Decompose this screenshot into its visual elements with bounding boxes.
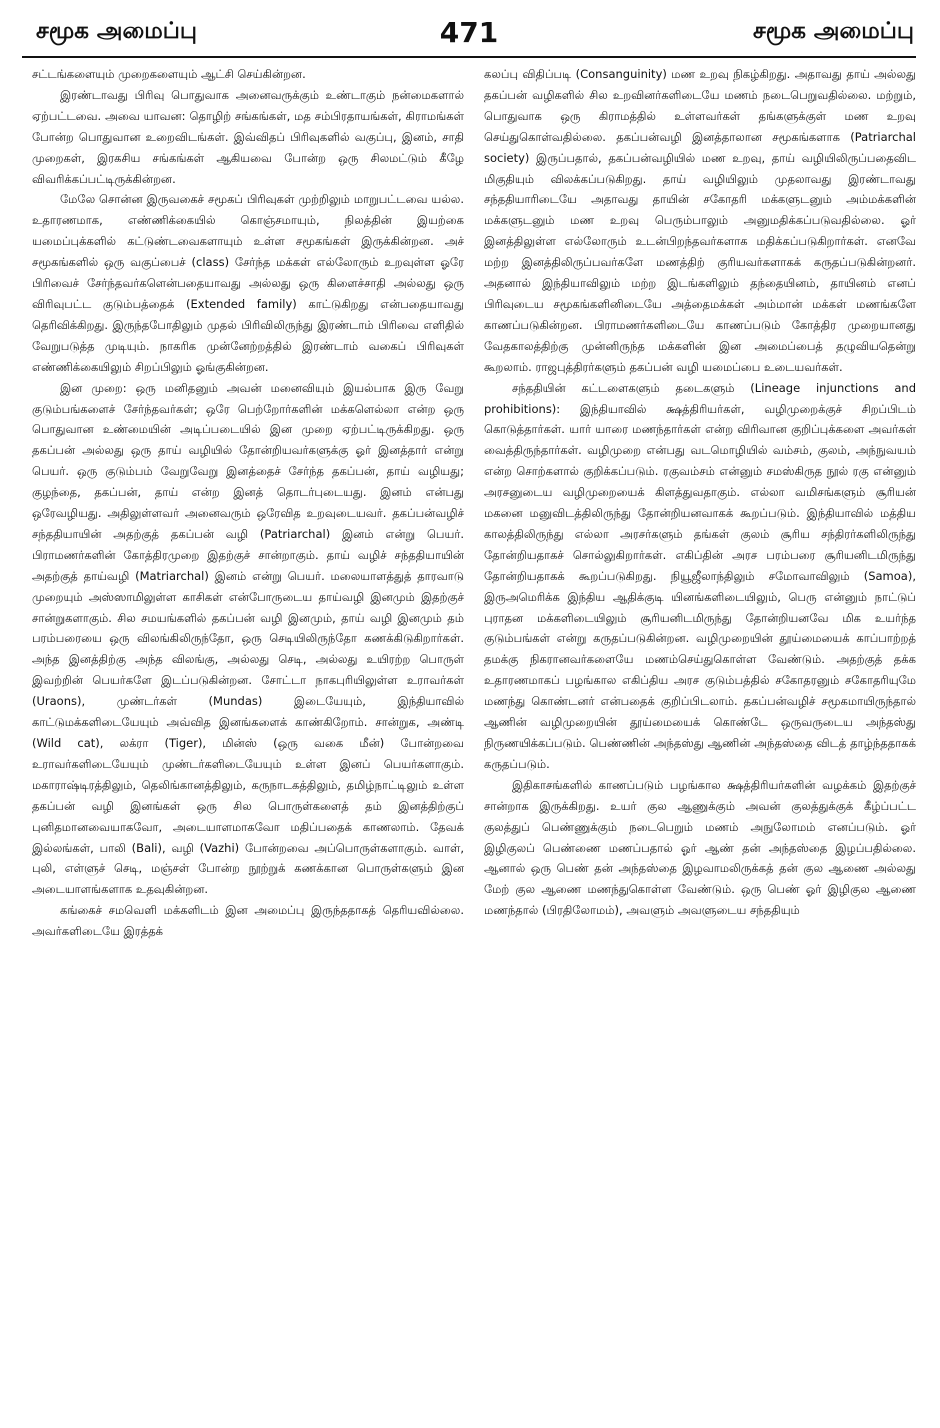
running-title-right: சமூக அமைப்பு bbox=[753, 18, 914, 44]
running-title-left: சமூக அமைப்பு bbox=[36, 18, 197, 44]
right-paragraph-1: கலப்பு விதிப்படி (Consanguinity) மண உறவு நிகழ்கிறது. அதாவது தாய் அல்லது தகப்பன் வழிகளில் சில உறவினர்களிடையே மணம் நடைபெறுவதில்லை. மற்றும், பொதுவாக ஒரு கிராமத்தில் உள்ளவர்கள் தங்களுக்குள் மண உறவு செய்துகொள்வதில்லை. தகப்பன்வழி இனத்தாலான சமூகங்களாக (Patriarchal society) இருப்பதால், தகப்பன்வழியில் மண உறவு, தாய் வழியிலிருப்பதைவிட மிகுதியும் விலக்கப்படுகிறது. தாய் வழியிலும் முதலாவது இரண்டாவது சந்ததியாரிடையே அதாவது தாயின் சகோதரி மக்களுடனும் அம்மக்களின் மக்களுடனும் மண உறவு பெரும்பாலும் அனுமதிக்கப்படுவதில்லை. ஓர் இனத்திலுள்ள எல்லோரும் உடன்பிறந்தவர்களாக மதிக்கப்படுகிறார்கள். எனவே மற்ற இனத்திலிருப்பவர்களே மணத்திற் குரியவர்களாகக் கருதப்படுகின்றனர். அதனால் இந்தியாவிலும் மற்ற இடங்களிலும் தந்தையினம், தாயினம் எனப் பிரிவுடைய சமூகங்களினிடையே அத்தைமக்கள் அம்மான் மக்கள் மணங்களே காணப்படுகின்றன. பிராமணர்களிடையே காணப்படும் கோத்திர முறையானது வேதகாலத்திற்கு முன்னிருந்த மக்களின் இன அமைப்பைத் தழுவியதென்று கூறலாம். ராஜபுத்திரர்களும் தகப்பன் வழி யமைப்பை உடையவர்கள். bbox=[484, 67, 916, 374]
page-number: 471 bbox=[439, 16, 499, 49]
left-paragraph-4: இன முறை: ஒரு மனிதனும் அவன் மனைவியும் இயல்பாக இரு வேறு குடும்பங்களைச் சேர்ந்தவர்கள்; ஒரே பெற்றோர்களின் மக்களெல்லா என்ற ஒரு பொதுவான உண்மையின் அடிப்படையில் இன முறை ஏற்பட்டிருக்கிறது. ஒரு தகப்பன் அல்லது ஒரு தாய் வழியில் தோன்றியவர்களுக்கு ஓர் இனத்தார் என்று பெயர். ஒரு குடும்பம் வேறுவேறு இனத்தைச் சேர்ந்த தகப்பன், தாய் வழியது; குழந்தை, தகப்பன், தாய் என்ற இனத் தொடர்புடையது. இனம் என்பது ஒரேவழியது. அதிலுள்ளவர் அனைவரும் ஒரேவித உறவுடையவர். தகப்பன்வழிச் சந்ததியாயின் அதற்குத் தகப்பன் வழி (Patriarchal) இனம் என்று பெயர். பிராமணர்களின் கோத்திரமுறை இதற்குச் சான்றாகும். தாய் வழிச் சந்ததியாயின் அதற்குத் தாய்வழி (Matriarchal) இனம் என்று பெயர். மலையாளத்துத் தாரவாடு முறையும் அஸ்ஸாமிலுள்ள காசிகள் என்போருடைய தாய்வழி இனமும் இதற்குச் சான்றுகளாகும். சில சமயங்களில் தகப்பன் வழி இனமும், தாய் வழி இனமும் தம் பரம்பரையை ஒரு விலங்கிலிருந்தோ, ஒரு செடியிலிருந்தோ கணக்கிடுகிறார்கள். அந்த இனத்திற்கு அந்த விலங்கு, அல்லது செடி, அல்லது உயிரற்ற பொருள் இவற்றின் பெயர்களே இடப்படுகின்றன. சோட்டா நாகபுரியிலுள்ள உராவர்கள் (Uraons), முண்டர்கள் (Mundas) இடையேயும், இந்தியாவில் காட்டுமக்களிடையேயும் அவ்வித இனங்களைக் காண்கிறோம். சான்றுக, அண்டி (Wild cat), லக்ரா (Tiger), மின்ஸ் (ஒரு வகை மீன்) போன்றவை உராவர்களிடையேயும் முண்டர்களிடையேயும் உள்ள இனப் பெயர்களாகும். மகாராஷ்டிரத்திலும், தெலிங்கானத்திலும், கருநாடகத்திலும், தமிழ்நாட்டிலும் உள்ள தகப்பன் வழி இனங்கள் ஒரு சில பொருள்களைத் தம் இனத்திற்குப் புனிதமானவையாகவோ, அடையாளமாகவோ மதிப்பதைக் காணலாம். தேவக் இல்லங்கள், பாலி (Bali), வழி (Vazhi) போன்றவை அப்பொருள்களாகும். வாள், புலி, எள்ளுச் செடி, மஞ்சள் போன்ற நூற்றுக் கணக்கான பொருள்களும் இன அடையாளங்களாக உதவுகின்றன. bbox=[32, 380, 464, 897]
left-paragraph-5: கங்கைச் சமவெளி மக்களிடம் இன அமைப்பு இருந்ததாகத் தெரியவில்லை. அவர்களிடையே இரத்தக் bbox=[32, 903, 464, 939]
right-paragraph-3: இதிகாசங்களில் காணப்படும் பழங்கால க்ஷத்திரியர்களின் வழக்கம் இதற்குச் சான்றாக இருக்கிறது. உயர் குல ஆணுக்கும் அவன் குலத்துக்குக் கீழ்ப்பட்ட குலத்துப் பெண்ணுக்கும் நடைபெறும் மணம் அநுலோமம் எனப்படும். ஓர் இழிகுலப் பெண்ணை மணப்பதால் ஓர் ஆண் தன் அந்தஸ்தை இழப்பதில்லை. ஆனால் ஒரு பெண் தன் அந்தஸ்தை இழவாமலிருக்கத் தன் குல ஆணை அல்லது மேற் குல ஆணை மணந்துகொள்ள வேண்டும். ஒரு பெண் ஓர் இழிகுல ஆணை மணந்தால் (பிரதிலோமம்), அவளும் அவளுடைய சந்ததியும் bbox=[484, 777, 916, 918]
right-paragraph-2: சந்ததியின் கட்டளைகளும் தடைகளும் (Lineage injunctions and prohibitions): இந்தியாவில் க்ஷத்திரியர்கள், வழிமுறைக்குச் சிறப்பிடம் கொடுத்தார்கள். யார் யாரை மணந்தார்கள் என்ற விரிவான குறிப்புக்களை அவர்கள் வைத்திருந்தார்கள். வழிமுறை என்பது வடமொழியில் வம்சம், குலம், அந்நுவயம் என்ற சொற்களால் குறிக்கப்படும். ரகுவம்சம் என்னும் சமஸ்கிருத நூல் ரகு என்னும் அரசனுடைய வழிமுறையைக் கிளத்துவதாகும். எல்லா வமிசங்களும் சூரியன் மகனை மனுவிடத்திலிருந்து தோன்றியனவாகக் கூறப்படும். இந்தியாவில் மத்திய காலத்திலிருந்து எல்லா அரசர்களும் தங்கள் குலம் சூரிய சந்திரர்களிலிருந்து தோன்றியதாகச் சொல்லுகிறார்கள். எகிப்தின் அரச பரம்பரை சூரியனிடமிருந்து தோன்றியதாகக் கூறப்படுகிறது. நியூஜீலாந்திலும் சமோவாவிலும் (Samoa), இருஅமெரிக்க இந்திய ஆதிக்குடி யினங்களிடையிலும், பெரு என்னும் நாட்டுப் புராதன மக்களிடையிலும் சூரியனிடமிருந்து தோன்றியனவே மிக உயர்ந்த குடும்பங்கள் என்று கருதப்படுகின்றன. வழிமுறையின் தூய்மையைக் காப்பாற்றத் தமக்கு நிகரானவர்களையே மணம்செய்துகொள்ள வேண்டும். அதற்குத் தக்க உதாரணமாகப் பழங்கால எகிப்திய அரச குடும்பத்தில் சகோதரனும் சகோதரியுமே மணந்து கொண்டனர் என்பதைக் குறிப்பிடலாம். தகப்பன்வழிச் சமூகமாயிருந்தால் ஆணின் வழிமுறையின் தூய்மையைக் கொண்டே ஒருவருடைய அந்தஸ்து நிருணயிக்கப்படும். பெண்ணின் அந்தஸ்து ஆணின் அந்தஸ்தை விடத் தாழ்ந்ததாகக் கருதப்படும். bbox=[484, 380, 916, 771]
right-column bbox=[484, 64, 916, 1412]
page-header bbox=[22, 16, 916, 58]
left-paragraph-3: மேலே சொன்ன இருவகைச் சமூகப் பிரிவுகள் முற்றிலும் மாறுபட்டவை யல்ல. உதாரணமாக, எண்ணிக்கையில் கொஞ்சமாயும், நிலத்தின் இயற்கை யமைப்புக்களில் கட்டுண்டவைகளாயும் உள்ள சமூகங்கள் இருக்கின்றன. அச் சமூகங்களில் ஒரு வகுப்பைச் (class) சேர்ந்த மக்கள் எல்லோரும் உறவுள்ள ஓரே பிரிவைச் சேர்ந்தவர்களென்பதையாவது அல்லது ஒரு கிளைச்சாதி அல்லது ஒரு விரிவுபட்ட குடும்பத்தைக் (Extended family) காட்டுகிறது என்பதையாவது தெரிவிக்கிறது. இருந்தபோதிலும் முதல் பிரிவிலிருந்து இரண்டாம் பிரிவை எளிதில் வேறுபடுத்த முடியும். நாகரிக முன்னேற்றத்தில் இரண்டாம் வகைப் பிரிவுகள் எண்ணிக்கையிலும் சிறப்பிலும் ஓங்குகின்றன. bbox=[32, 192, 464, 374]
left-paragraph-2: இரண்டாவது பிரிவு பொதுவாக அனைவருக்கும் உண்டாகும் நன்மைகளால் ஏற்பட்டவை. அவை யாவன: தொழிற் சங்கங்கள், மத சம்பிரதாயங்கள், கிராமங்கள் போன்ற பொதுவான உறைவிடங்கள். இவ்விதப் பிரிவுகளில் வகுப்பு, இனம், சாதி முறைகள், இரகசிய சங்கங்கள் ஆகியவை போன்ற ஒரு சிலமட்டும் கீழே விவரிக்கப்பட்டிருக்கின்றன. bbox=[32, 87, 464, 186]
left-column bbox=[32, 64, 464, 1412]
left-paragraph-1: சட்டங்களையும் முறைகளையும் ஆட்சி செய்கின்றன. bbox=[32, 67, 306, 81]
text-columns bbox=[32, 64, 916, 1412]
